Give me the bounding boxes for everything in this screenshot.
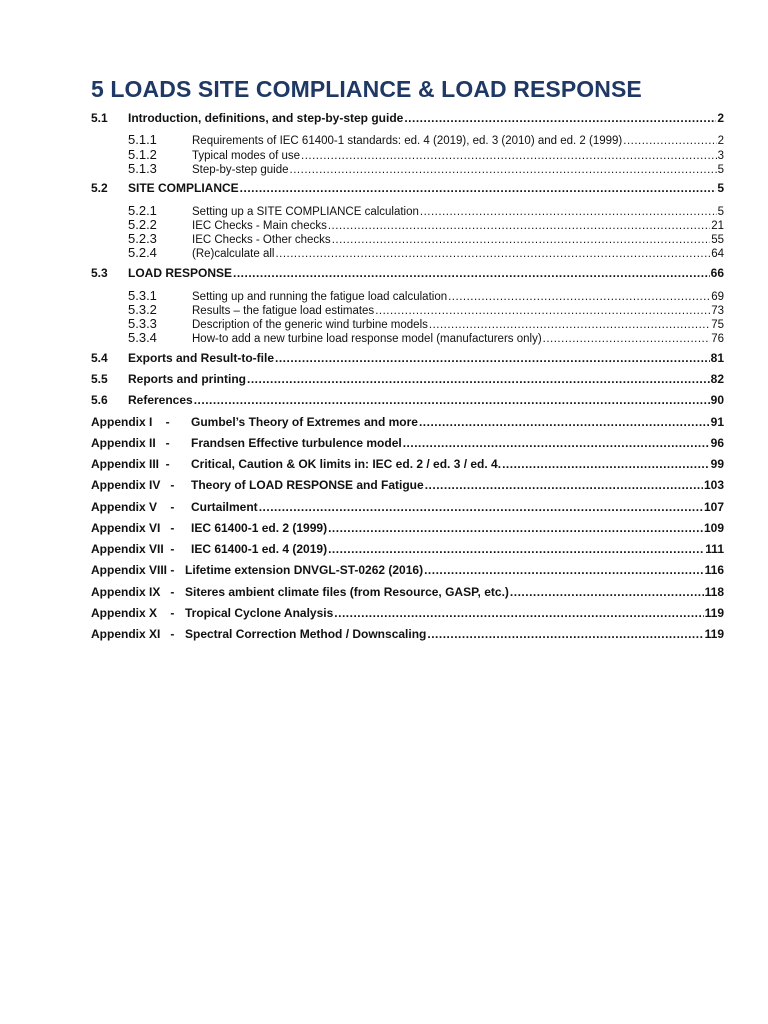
toc-label: How-to add a new turbine load response model (manufacturers only) <box>192 333 542 345</box>
toc-leader <box>623 135 716 147</box>
toc-entry[interactable] <box>91 288 724 303</box>
toc-leader <box>194 393 710 407</box>
toc-number: 5.1.2 <box>128 147 157 162</box>
toc-entry[interactable] <box>91 245 724 260</box>
toc-entry[interactable] <box>91 372 724 386</box>
toc-leader <box>427 627 703 641</box>
toc-label: (Re)calculate all <box>192 248 275 260</box>
toc-entry-appendix[interactable] <box>91 436 724 450</box>
toc-label: Requirements of IEC 61400-1 standards: ed. 4 (2019), ed. 3 (2010) and ed. 2 (1999) <box>192 135 623 147</box>
toc-leader <box>233 266 710 280</box>
toc-page: 96 <box>710 436 724 450</box>
toc-label: IEC 61400-1 ed. 2 (1999) <box>191 521 328 535</box>
toc-label: References <box>128 393 193 407</box>
toc-entry-appendix[interactable] <box>91 521 724 535</box>
toc-entry[interactable] <box>91 203 724 218</box>
toc-leader <box>247 372 710 386</box>
toc-leader <box>275 351 710 365</box>
toc-number: 5.6 <box>91 393 108 407</box>
toc-page: 90 <box>710 393 724 407</box>
toc-page: 2 <box>717 135 724 147</box>
toc-entry[interactable] <box>91 147 724 162</box>
toc-entry[interactable] <box>91 161 724 176</box>
toc-leader <box>403 436 710 450</box>
toc-page: 75 <box>711 319 724 331</box>
toc-number: Appendix X - <box>91 606 182 620</box>
toc-page: 5 <box>717 206 724 218</box>
toc-label: Spectral Correction Method / Downscaling <box>185 627 427 641</box>
toc-entry-appendix[interactable] <box>91 627 724 641</box>
toc-entry[interactable] <box>91 181 724 195</box>
toc-label: Gumbel’s Theory of Extremes and more <box>191 415 418 429</box>
toc-label: Critical, Caution & OK limits in: IEC ed. 2 / ed. 3 / ed. 4. <box>191 457 502 471</box>
toc-entry[interactable] <box>91 217 724 232</box>
toc-entry-appendix[interactable] <box>91 478 724 492</box>
toc-entry[interactable] <box>91 302 724 317</box>
toc-page: 119 <box>704 627 724 641</box>
toc-entry[interactable] <box>91 231 724 246</box>
toc-entry[interactable] <box>91 266 724 280</box>
toc-number: 5.2.2 <box>128 217 157 232</box>
toc-number: 5.3 <box>91 266 108 280</box>
toc-leader <box>424 563 704 577</box>
toc-label: Reports and printing <box>128 372 246 386</box>
toc-entry[interactable] <box>91 316 724 331</box>
toc-number: 5.3.1 <box>128 288 157 303</box>
toc-entry-appendix[interactable] <box>91 500 724 514</box>
toc-leader <box>328 521 703 535</box>
toc-label: LOAD RESPONSE <box>128 266 233 280</box>
toc-page: 119 <box>704 606 724 620</box>
toc-label: Lifetime extension DNVGL-ST-0262 (2016) <box>185 563 424 577</box>
toc-label: Tropical Cyclone Analysis <box>185 606 334 620</box>
toc-number: Appendix VIII - <box>91 563 182 577</box>
toc-number: 5.5 <box>91 372 108 386</box>
toc-page: 103 <box>703 478 724 492</box>
toc-label: Setting up and running the fatigue load calculation <box>192 291 448 303</box>
toc-entry[interactable] <box>91 330 724 345</box>
toc-page: 107 <box>703 500 724 514</box>
toc-number: 5.1 <box>91 111 108 125</box>
toc-number: 5.1.1 <box>128 132 157 147</box>
toc-page: 73 <box>711 305 724 317</box>
toc-entry[interactable] <box>91 393 724 407</box>
toc-number: Appendix XI - <box>91 627 182 641</box>
toc-page: 2 <box>717 111 724 125</box>
toc-label: Step-by-step guide <box>192 164 289 176</box>
toc-page: 5 <box>717 181 724 195</box>
toc-label: Results – the fatigue load estimates <box>192 305 375 317</box>
toc-label: Theory of LOAD RESPONSE and Fatigue <box>191 478 424 492</box>
toc-page: 21 <box>711 220 724 232</box>
toc-leader <box>425 478 703 492</box>
toc-entry-appendix[interactable] <box>91 585 724 599</box>
toc-number: Appendix V - <box>91 500 182 514</box>
toc-entry-appendix[interactable] <box>91 606 724 620</box>
toc-number: 5.1.3 <box>128 161 157 176</box>
toc-entry[interactable] <box>91 132 724 147</box>
toc-label: Frandsen Effective turbulence model <box>191 436 402 450</box>
toc-entry[interactable] <box>91 351 724 365</box>
toc-label: IEC Checks - Other checks <box>192 234 331 246</box>
toc-number: 5.3.4 <box>128 330 157 345</box>
toc-number: Appendix III - <box>91 457 177 471</box>
toc-entry-appendix[interactable] <box>91 457 724 471</box>
toc-number: 5.2.1 <box>128 203 157 218</box>
toc-page: 3 <box>717 150 724 162</box>
toc-page: 91 <box>710 415 724 429</box>
toc-label: Setting up a SITE COMPLIANCE calculation <box>192 206 419 218</box>
toc-page: 118 <box>704 585 724 599</box>
toc-leader <box>543 333 711 345</box>
toc-label: Curtailment <box>191 500 258 514</box>
toc-leader <box>259 500 703 514</box>
toc-page: 109 <box>703 521 724 535</box>
toc-number: Appendix IX - <box>91 585 182 599</box>
toc-entry-appendix[interactable] <box>91 542 724 556</box>
toc-leader <box>502 457 710 471</box>
toc-leader <box>290 164 717 176</box>
toc-leader <box>334 606 703 620</box>
toc-label: Description of the generic wind turbine models <box>192 319 428 331</box>
toc-number: 5.3.2 <box>128 302 157 317</box>
toc-label: Siteres ambient climate files (from Resource, GASP, etc.) <box>185 585 509 599</box>
toc-page: 81 <box>710 351 724 365</box>
toc-page: 69 <box>711 291 724 303</box>
toc-number: 5.2 <box>91 181 108 195</box>
toc-leader <box>275 248 710 260</box>
toc-page: 82 <box>710 372 724 386</box>
toc-entry-appendix[interactable] <box>91 563 724 577</box>
toc-label: IEC Checks - Main checks <box>192 220 327 232</box>
toc-number: 5.4 <box>91 351 108 365</box>
toc-page: 55 <box>711 234 724 246</box>
toc-number: 5.3.3 <box>128 316 157 331</box>
toc-leader <box>510 585 704 599</box>
toc-number: Appendix I - <box>91 415 177 429</box>
toc-entry[interactable] <box>91 111 724 125</box>
toc-entry-appendix[interactable] <box>91 415 724 429</box>
toc-page: 116 <box>704 563 724 577</box>
toc-number: Appendix IV - <box>91 478 182 492</box>
toc-page: 111 <box>705 542 724 556</box>
toc-number: Appendix VI - <box>91 521 182 535</box>
toc-page: 5 <box>717 164 724 176</box>
toc-label: Typical modes of use <box>192 150 301 162</box>
toc-number: Appendix II - <box>91 436 177 450</box>
toc-label: Introduction, definitions, and step-by-step guide <box>128 111 404 125</box>
chapter-title: 5 LOADS SITE COMPLIANCE & LOAD RESPONSE <box>91 76 642 102</box>
toc-label: SITE COMPLIANCE <box>128 181 239 195</box>
toc-number: 5.2.3 <box>128 231 157 246</box>
toc-leader <box>328 542 704 556</box>
toc-page: 64 <box>711 248 724 260</box>
toc-page: 66 <box>710 266 724 280</box>
toc-number: Appendix VII - <box>91 542 182 556</box>
toc-number: 5.2.4 <box>128 245 157 260</box>
toc-label: Exports and Result-to-file <box>128 351 275 365</box>
toc-page: 76 <box>711 333 724 345</box>
toc-leader <box>419 415 710 429</box>
toc-leader <box>404 111 716 125</box>
toc-label: IEC 61400-1 ed. 4 (2019) <box>191 542 328 556</box>
toc-leader <box>240 181 717 195</box>
toc-page: 99 <box>710 457 724 471</box>
